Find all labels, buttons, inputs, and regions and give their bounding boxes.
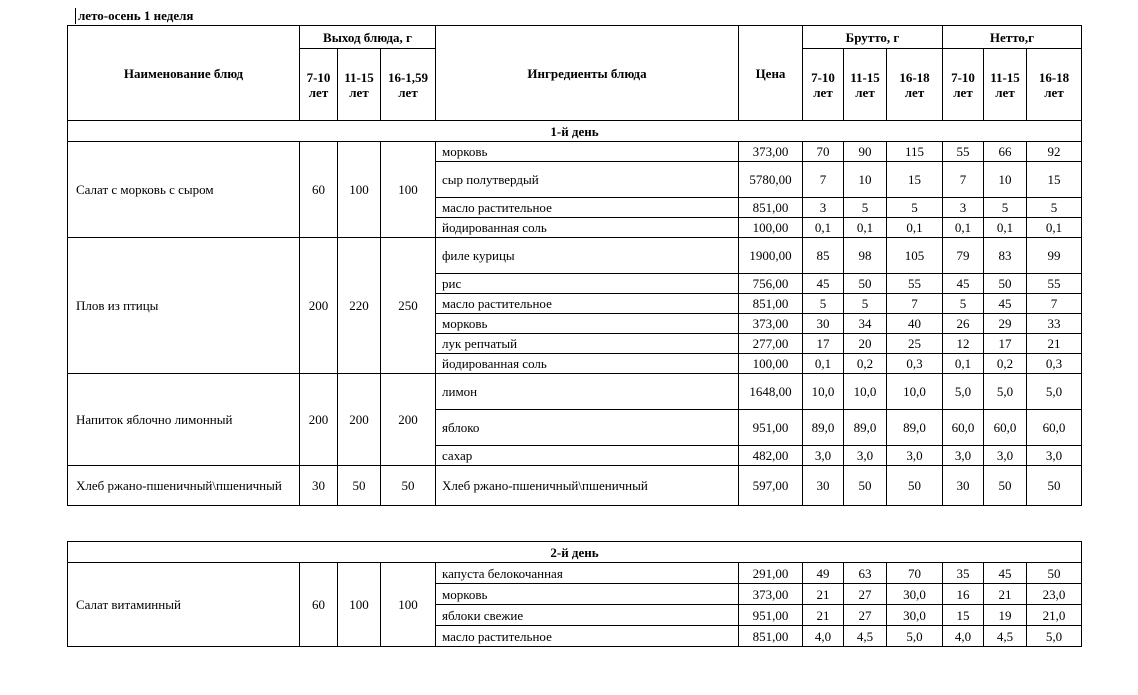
netto-value: 33 <box>1027 314 1082 334</box>
netto-value: 5,0 <box>943 374 984 410</box>
brutto-value: 27 <box>844 584 887 605</box>
ingredient-name: морковь <box>436 142 739 162</box>
header-brutto-age: 16-18 лет <box>887 49 943 121</box>
brutto-value: 70 <box>887 563 943 584</box>
brutto-value: 0,3 <box>887 354 943 374</box>
ingredient-price: 1900,00 <box>739 238 803 274</box>
dish-name: Салат с морковь с сыром <box>68 142 300 238</box>
dish-output: 60 <box>300 563 338 647</box>
dish-output: 50 <box>338 466 381 506</box>
netto-value: 5,0 <box>1027 626 1082 647</box>
ingredient-name: сыр полутвердый <box>436 162 739 198</box>
netto-value: 45 <box>984 563 1027 584</box>
dish-output: 200 <box>381 374 436 466</box>
brutto-value: 55 <box>887 274 943 294</box>
brutto-value: 50 <box>844 466 887 506</box>
dish-output: 200 <box>338 374 381 466</box>
netto-value: 0,1 <box>943 218 984 238</box>
table-row <box>68 466 1082 506</box>
dish-output: 30 <box>300 466 338 506</box>
table-row <box>68 563 1082 584</box>
netto-value: 79 <box>943 238 984 274</box>
brutto-value: 89,0 <box>887 410 943 446</box>
netto-value: 30 <box>943 466 984 506</box>
netto-value: 5 <box>943 294 984 314</box>
ingredient-price: 597,00 <box>739 466 803 506</box>
brutto-value: 63 <box>844 563 887 584</box>
header-price: Цена <box>739 26 803 121</box>
ingredient-name: капуста белокочанная <box>436 563 739 584</box>
brutto-value: 89,0 <box>844 410 887 446</box>
ingredient-price: 373,00 <box>739 314 803 334</box>
brutto-value: 5 <box>803 294 844 314</box>
netto-value: 55 <box>1027 274 1082 294</box>
netto-value: 29 <box>984 314 1027 334</box>
header-output-age: 11-15 лет <box>338 49 381 121</box>
ingredient-price: 951,00 <box>739 410 803 446</box>
ingredient-name: йодированная соль <box>436 354 739 374</box>
brutto-value: 4,5 <box>844 626 887 647</box>
ingredient-price: 373,00 <box>739 584 803 605</box>
brutto-value: 89,0 <box>803 410 844 446</box>
dish-output: 100 <box>338 563 381 647</box>
brutto-value: 17 <box>803 334 844 354</box>
netto-value: 3 <box>943 198 984 218</box>
netto-value: 21 <box>984 584 1027 605</box>
brutto-value: 7 <box>803 162 844 198</box>
header-brutto-age: 7-10 лет <box>803 49 844 121</box>
ingredient-price: 373,00 <box>739 142 803 162</box>
brutto-value: 0,1 <box>887 218 943 238</box>
netto-value: 0,1 <box>984 218 1027 238</box>
netto-value: 55 <box>943 142 984 162</box>
ingredient-name: масло растительное <box>436 294 739 314</box>
dish-output: 60 <box>300 142 338 238</box>
brutto-value: 10,0 <box>803 374 844 410</box>
brutto-value: 85 <box>803 238 844 274</box>
header-netto-age: 7-10 лет <box>943 49 984 121</box>
dish-name: Салат витаминный <box>68 563 300 647</box>
netto-value: 3,0 <box>984 446 1027 466</box>
dish-output: 100 <box>381 142 436 238</box>
brutto-value: 4,0 <box>803 626 844 647</box>
ingredient-name: рис <box>436 274 739 294</box>
netto-value: 15 <box>1027 162 1082 198</box>
netto-value: 45 <box>943 274 984 294</box>
ingredient-name: яблоки свежие <box>436 605 739 626</box>
netto-value: 5 <box>1027 198 1082 218</box>
header-dish: Наименование блюд <box>68 26 300 121</box>
header-output-age: 7-10 лет <box>300 49 338 121</box>
brutto-value: 5 <box>844 294 887 314</box>
brutto-value: 30,0 <box>887 605 943 626</box>
dish-name: Хлеб ржано-пшеничный\пшеничный <box>68 466 300 506</box>
netto-value: 5,0 <box>984 374 1027 410</box>
menu-table-day-2 <box>67 541 1082 647</box>
ingredient-name: йодированная соль <box>436 218 739 238</box>
dish-output: 220 <box>338 238 381 374</box>
brutto-value: 3,0 <box>887 446 943 466</box>
ingredient-price: 1648,00 <box>739 374 803 410</box>
brutto-value: 5 <box>887 198 943 218</box>
brutto-value: 10,0 <box>844 374 887 410</box>
table-row <box>68 238 1082 274</box>
netto-value: 60,0 <box>943 410 984 446</box>
header-netto-age: 11-15 лет <box>984 49 1027 121</box>
brutto-value: 40 <box>887 314 943 334</box>
netto-value: 10 <box>984 162 1027 198</box>
header-ingredients: Ингредиенты блюда <box>436 26 739 121</box>
ingredient-name: яблоко <box>436 410 739 446</box>
netto-value: 7 <box>943 162 984 198</box>
netto-value: 21,0 <box>1027 605 1082 626</box>
netto-value: 0,3 <box>1027 354 1082 374</box>
brutto-value: 30 <box>803 314 844 334</box>
brutto-value: 105 <box>887 238 943 274</box>
netto-value: 5 <box>984 198 1027 218</box>
netto-value: 5,0 <box>1027 374 1082 410</box>
dish-name: Плов из птицы <box>68 238 300 374</box>
day-header: 2-й день <box>68 542 1082 563</box>
brutto-value: 30,0 <box>887 584 943 605</box>
brutto-value: 0,2 <box>844 354 887 374</box>
ingredient-name: Хлеб ржано-пшеничный\пшеничный <box>436 466 739 506</box>
brutto-value: 7 <box>887 294 943 314</box>
netto-value: 50 <box>984 466 1027 506</box>
netto-value: 50 <box>1027 563 1082 584</box>
dish-name: Напиток яблочно лимонный <box>68 374 300 466</box>
header-netto-age: 16-18 лет <box>1027 49 1082 121</box>
brutto-value: 49 <box>803 563 844 584</box>
ingredient-name: лимон <box>436 374 739 410</box>
ingredient-name: морковь <box>436 314 739 334</box>
brutto-value: 50 <box>887 466 943 506</box>
netto-value: 3,0 <box>943 446 984 466</box>
ingredient-price: 100,00 <box>739 354 803 374</box>
menu-table-day-1 <box>67 25 1082 506</box>
netto-value: 35 <box>943 563 984 584</box>
netto-value: 83 <box>984 238 1027 274</box>
netto-value: 21 <box>1027 334 1082 354</box>
netto-value: 50 <box>984 274 1027 294</box>
brutto-value: 3,0 <box>844 446 887 466</box>
dish-output: 100 <box>381 563 436 647</box>
ingredient-price: 291,00 <box>739 563 803 584</box>
netto-value: 3,0 <box>1027 446 1082 466</box>
dish-output: 250 <box>381 238 436 374</box>
ingredient-name: филе курицы <box>436 238 739 274</box>
brutto-value: 5,0 <box>887 626 943 647</box>
header-brutto-age: 11-15 лет <box>844 49 887 121</box>
netto-value: 4,0 <box>943 626 984 647</box>
netto-value: 66 <box>984 142 1027 162</box>
netto-value: 60,0 <box>1027 410 1082 446</box>
ingredient-price: 756,00 <box>739 274 803 294</box>
day-header: 1-й день <box>68 121 1082 142</box>
ingredient-name: масло растительное <box>436 626 739 647</box>
brutto-value: 10 <box>844 162 887 198</box>
brutto-value: 10,0 <box>887 374 943 410</box>
ingredient-price: 851,00 <box>739 198 803 218</box>
netto-value: 0,1 <box>1027 218 1082 238</box>
ingredient-name: масло растительное <box>436 198 739 218</box>
ingredient-name: сахар <box>436 446 739 466</box>
brutto-value: 70 <box>803 142 844 162</box>
header-netto: Нетто,г <box>943 26 1082 49</box>
document-title: лето-осень 1 неделя <box>75 8 193 24</box>
netto-value: 23,0 <box>1027 584 1082 605</box>
brutto-value: 25 <box>887 334 943 354</box>
brutto-value: 30 <box>803 466 844 506</box>
brutto-value: 34 <box>844 314 887 334</box>
brutto-value: 0,1 <box>844 218 887 238</box>
dish-output: 100 <box>338 142 381 238</box>
netto-value: 7 <box>1027 294 1082 314</box>
table-row <box>68 374 1082 410</box>
brutto-value: 27 <box>844 605 887 626</box>
dish-output: 200 <box>300 238 338 374</box>
ingredient-price: 5780,00 <box>739 162 803 198</box>
brutto-value: 21 <box>803 605 844 626</box>
ingredient-price: 100,00 <box>739 218 803 238</box>
dish-output: 50 <box>381 466 436 506</box>
brutto-value: 115 <box>887 142 943 162</box>
ingredient-price: 277,00 <box>739 334 803 354</box>
dish-output: 200 <box>300 374 338 466</box>
ingredient-price: 851,00 <box>739 294 803 314</box>
brutto-value: 15 <box>887 162 943 198</box>
brutto-value: 3 <box>803 198 844 218</box>
netto-value: 60,0 <box>984 410 1027 446</box>
netto-value: 0,1 <box>943 354 984 374</box>
header-output: Выход блюда, г <box>300 26 436 49</box>
netto-value: 15 <box>943 605 984 626</box>
ingredient-name: морковь <box>436 584 739 605</box>
netto-value: 19 <box>984 605 1027 626</box>
brutto-value: 98 <box>844 238 887 274</box>
brutto-value: 0,1 <box>803 218 844 238</box>
header-output-age: 16-1,59 лет <box>381 49 436 121</box>
brutto-value: 50 <box>844 274 887 294</box>
ingredient-price: 851,00 <box>739 626 803 647</box>
ingredient-price: 951,00 <box>739 605 803 626</box>
brutto-value: 90 <box>844 142 887 162</box>
table-row <box>68 142 1082 162</box>
brutto-value: 0,1 <box>803 354 844 374</box>
ingredient-name: лук репчатый <box>436 334 739 354</box>
brutto-value: 21 <box>803 584 844 605</box>
netto-value: 50 <box>1027 466 1082 506</box>
netto-value: 4,5 <box>984 626 1027 647</box>
netto-value: 26 <box>943 314 984 334</box>
brutto-value: 5 <box>844 198 887 218</box>
netto-value: 0,2 <box>984 354 1027 374</box>
ingredient-price: 482,00 <box>739 446 803 466</box>
brutto-value: 45 <box>803 274 844 294</box>
netto-value: 17 <box>984 334 1027 354</box>
netto-value: 45 <box>984 294 1027 314</box>
netto-value: 92 <box>1027 142 1082 162</box>
netto-value: 16 <box>943 584 984 605</box>
brutto-value: 20 <box>844 334 887 354</box>
header-brutto: Брутто, г <box>803 26 943 49</box>
netto-value: 99 <box>1027 238 1082 274</box>
netto-value: 12 <box>943 334 984 354</box>
brutto-value: 3,0 <box>803 446 844 466</box>
